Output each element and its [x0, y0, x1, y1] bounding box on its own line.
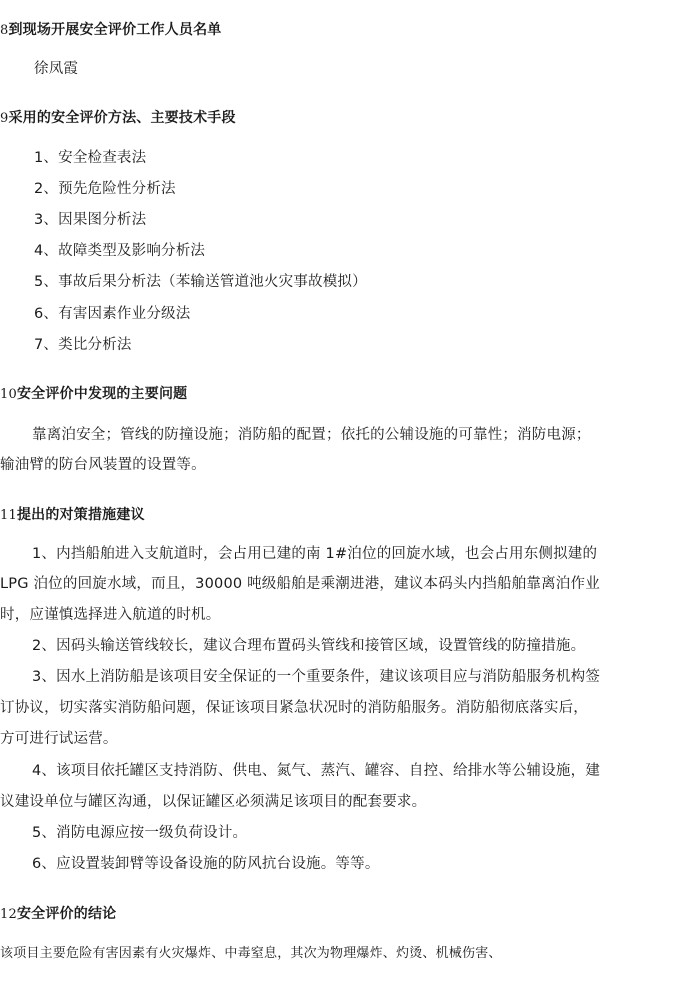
section-10-heading	[0, 384, 187, 405]
section-12-body: 该项目主要危险有害因素有火灾爆炸、中毒窒息，其次为物理爆炸、灼烫、机械伤害、	[0, 946, 502, 961]
section-10-title: 安全评价中发现的主要问题	[16, 386, 188, 402]
method-item: 3、因果图分析法	[34, 212, 147, 228]
section-11-number: 11	[0, 508, 17, 523]
recommendation-line: 3、因水上消防船是该项目安全保证的一个重要条件，建议该项目应与消防船服务机构签	[32, 669, 601, 685]
recommendation-line: 时，应谨慎选择进入航道的时机。	[0, 607, 221, 623]
recommendation-line: 5、消防电源应按一级负荷设计。	[32, 825, 248, 841]
section-11-title: 提出的对策措施建议	[16, 507, 145, 523]
section-10-paragraph-line: 输油臂的防台风装置的设置等。	[0, 457, 206, 473]
section-9-heading	[0, 108, 236, 129]
section-12-heading	[0, 904, 116, 925]
section-8-number: 8	[0, 23, 9, 38]
section-8-body: 徐凤霞	[34, 61, 79, 77]
section-12-title: 安全评价的结论	[16, 906, 117, 922]
section-10-number: 10	[0, 387, 17, 402]
recommendation-line: 4、该项目依托罐区支持消防、供电、氮气、蒸汽、罐容、自控、给排水等公辅设施，建	[32, 763, 601, 779]
recommendation-line: LPG 泊位的回旋水域，而且，30000 吨级船舶是乘潮进港，建议本码头内挡船舶靠离泊作业	[0, 576, 600, 592]
recommendation-line: 方可进行试运营。	[0, 731, 118, 747]
section-9-title: 采用的安全评价方法、主要技术手段	[8, 110, 236, 126]
recommendation-line: 2、因码头输送管线较长，建议合理布置码头管线和接管区域，设置管线的防撞措施。	[32, 638, 586, 654]
method-item: 7、类比分析法	[34, 337, 132, 353]
method-item: 2、预先危险性分析法	[34, 181, 176, 197]
section-9-number: 9	[0, 111, 9, 126]
recommendation-line: 1、内挡船舶进入支航道时，会占用已建的南 1#泊位的回旋水域，也会占用东侧拟建的	[32, 546, 598, 562]
section-8-title: 到现场开展安全评价工作人员名单	[8, 22, 222, 38]
section-8-heading	[0, 20, 221, 41]
method-item: 1、安全检查表法	[34, 150, 147, 166]
section-10-paragraph-line: 靠离泊安全；管线的防撞设施；消防船的配置；依托的公辅设施的可靠性；消防电源；	[32, 427, 591, 443]
method-item: 6、有害因素作业分级法	[34, 306, 191, 322]
method-item: 5、事故后果分析法（苯输送管道池火灾事故模拟）	[34, 274, 367, 290]
section-11-heading	[0, 505, 145, 526]
recommendation-line: 订协议，切实落实消防船问题，保证该项目紧急状况时的消防船服务。消防船彻底落实后，	[0, 700, 588, 716]
recommendation-line: 6、应设置装卸臂等设备设施的防风抗台设施。等等。	[32, 856, 380, 872]
recommendation-line: 议建设单位与罐区沟通，以保证罐区必须满足该项目的配套要求。	[0, 794, 427, 810]
method-item: 4、故障类型及影响分析法	[34, 243, 206, 259]
section-12-number: 12	[0, 907, 17, 922]
